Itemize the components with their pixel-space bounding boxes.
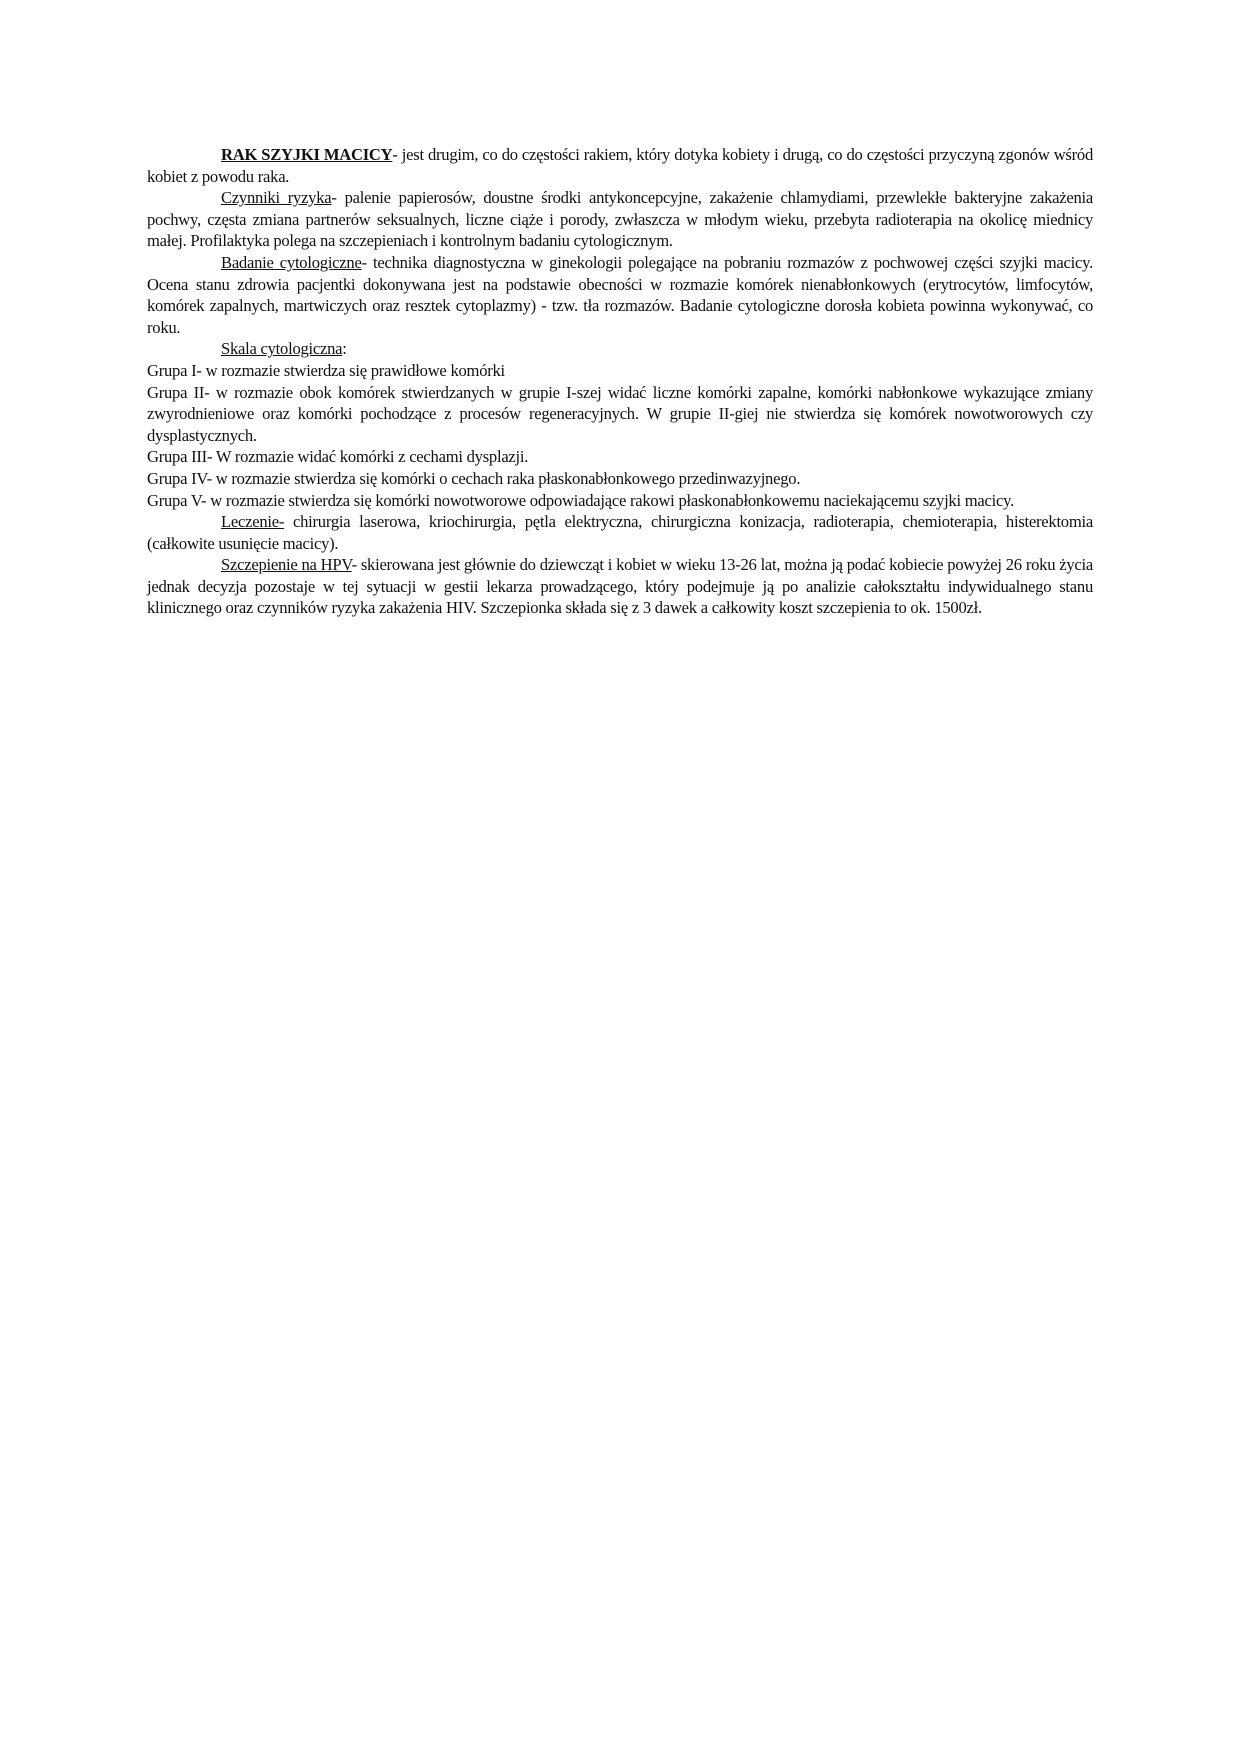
paragraph-text: : (342, 339, 347, 359)
group-item: Grupa IV- w rozmazie stwierdza się komórki o cechach raka płaskonabłonkowego przedinwazyjnego. (147, 468, 801, 488)
paragraph-cytology (147, 252, 1093, 338)
paragraph-text: - palenie papierosów, doustne środki antykoncepcyjne, zakażenie chlamydiami, przewlekłe bakteryjne zakażenia pochwy, częsta zmiana partnerów seksualnych, liczne ciąże i porody, zwłaszcza w młodym wieku, przebyta radioterapia na okolicę miednicy małej. Profilaktyka polega na szczepieniach i kontrolnym badaniu cytologicznym. (147, 188, 1094, 251)
section-heading: Leczenie- (221, 512, 285, 532)
document-title: RAK SZYJKI MACICY (221, 145, 393, 164)
group-item: Grupa V- w rozmazie stwierdza się komórki nowotworowe odpowiadające rakowi płaskonabłonkowemu naciekającemu szyjki macicy. (147, 490, 1014, 510)
paragraph-text: - skierowana jest głównie do dziewcząt i kobiet w wieku 13-26 lat, można ją podać kobiecie powyżej 26 roku życia jednak decyzja pozostaje w tej sytuacji w gestii lekarza prowadzącego, który podejmuje ją po analizie całokształtu indywidualnego stanu klinicznego oraz czynników ryzyka zakażenia HIV. Szczepionka składa się z 3 dawek a całkowity koszt szczepienia to ok. 1500zł. (147, 555, 1093, 618)
paragraph-text: - jest drugim, co do częstości rakiem, który dotyka kobiety i drugą, co do częstości przyczyną zgonów wśród kobiet z powodu raka. (147, 145, 1094, 186)
paragraph-intro (147, 144, 1093, 187)
section-heading: Szczepienie na HPV (221, 555, 352, 575)
paragraph-scale (147, 338, 1093, 360)
paragraph-text: - technika diagnostyczna w ginekologii polegające na pobraniu rozmazów z pochwowej części szyjki macicy. Ocena stanu zdrowia pacjentki dokonywana jest na podstawie obecności w rozmazie komórek nienabłonkowych (erytrocytów, limfocytów, komórek zapalnych, martwiczych oraz resztek cytoplazmy) - tzw. tła rozmazów. Badanie cytologiczne dorosła kobieta powinna wykonywać, co roku. (147, 252, 1093, 337)
group-item: Grupa II- w rozmazie obok komórek stwierdzanych w grupie I-szej widać liczne komórki zapalne, komórki nabłonkowe wykazujące zmiany zwyrodnieniowe oraz komórki pochodzące z procesów regeneracyjnych. W grupie II-giej nie stwierdza się komórek nowotworowych czy dysplastycznych. (147, 382, 1093, 445)
section-heading: Czynniki ryzyka (221, 188, 332, 208)
group-item: Grupa III- W rozmazie widać komórki z cechami dysplazji. (147, 447, 529, 467)
section-heading: Badanie cytologiczne (221, 252, 362, 272)
paragraph-text: chirurgia laserowa, kriochirurgia, pętla elektryczna, chirurgiczna konizacja, radioterapia, chemioterapia, histerektomia (całkowite usunięcie macicy). (147, 512, 1093, 553)
document-page (147, 144, 1093, 619)
paragraph-risk-factors (147, 187, 1093, 252)
paragraph-vaccination (147, 554, 1093, 619)
group-item: Grupa I- w rozmazie stwierdza się prawidłowe komórki (147, 360, 505, 380)
section-heading: Skala cytologiczna (221, 339, 343, 359)
paragraph-treatment (147, 511, 1093, 554)
